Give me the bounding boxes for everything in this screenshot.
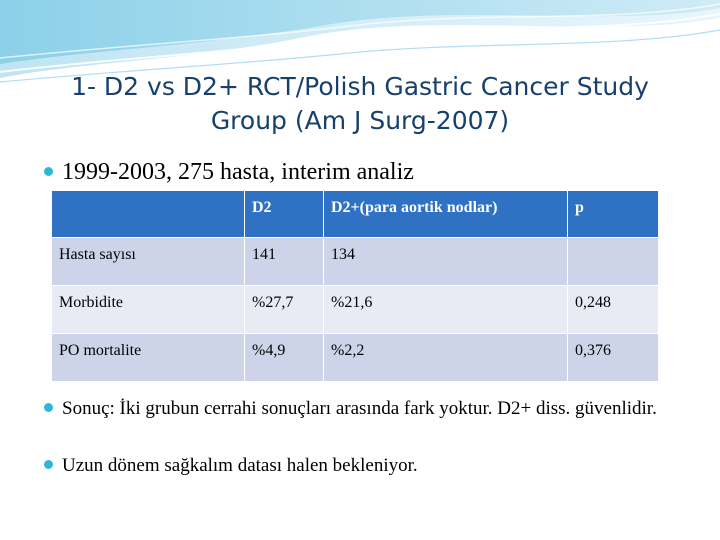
table-header-cell: D2 xyxy=(245,191,324,238)
table-row xyxy=(52,238,659,286)
table-cell: %27,7 xyxy=(245,286,324,334)
bullet-item xyxy=(44,158,414,186)
table-header-row xyxy=(52,191,659,238)
bullet-text: Uzun dönem sağkalım datası halen bekleniyor. xyxy=(62,455,418,476)
table-header-cell: p xyxy=(568,191,659,238)
bullet-dot-icon xyxy=(44,460,53,469)
table-cell: 0,248 xyxy=(568,286,659,334)
bullet-item xyxy=(44,397,694,420)
table-cell: 141 xyxy=(245,238,324,286)
table-header-cell: D2+(para aortik nodlar) xyxy=(324,191,568,238)
table-cell: %4,9 xyxy=(245,334,324,382)
results-table xyxy=(51,190,659,382)
table-header-cell xyxy=(52,191,245,238)
bullet-dot-icon xyxy=(44,167,53,176)
bullet-text: Sonuç: İki grubun cerrahi sonuçları arasında fark yoktur. D2+ diss. güvenlidir. xyxy=(62,398,657,419)
table-row xyxy=(52,286,659,334)
table-cell: Morbidite xyxy=(52,286,245,334)
table-cell: 0,376 xyxy=(568,334,659,382)
table-cell: 134 xyxy=(324,238,568,286)
bullet-dot-icon xyxy=(44,403,53,412)
bullet-text: 1999-2003, 275 hasta, interim analiz xyxy=(62,159,414,185)
slide-title: 1- D2 vs D2+ RCT/Polish Gastric Cancer Study Group (Am J Surg-2007) xyxy=(71,72,649,135)
table-cell: %2,2 xyxy=(324,334,568,382)
bullet-item xyxy=(44,454,694,477)
table-cell xyxy=(568,238,659,286)
table-cell: %21,6 xyxy=(324,286,568,334)
table-cell: PO mortalite xyxy=(52,334,245,382)
table-cell: Hasta sayısı xyxy=(52,238,245,286)
table-row xyxy=(52,334,659,382)
